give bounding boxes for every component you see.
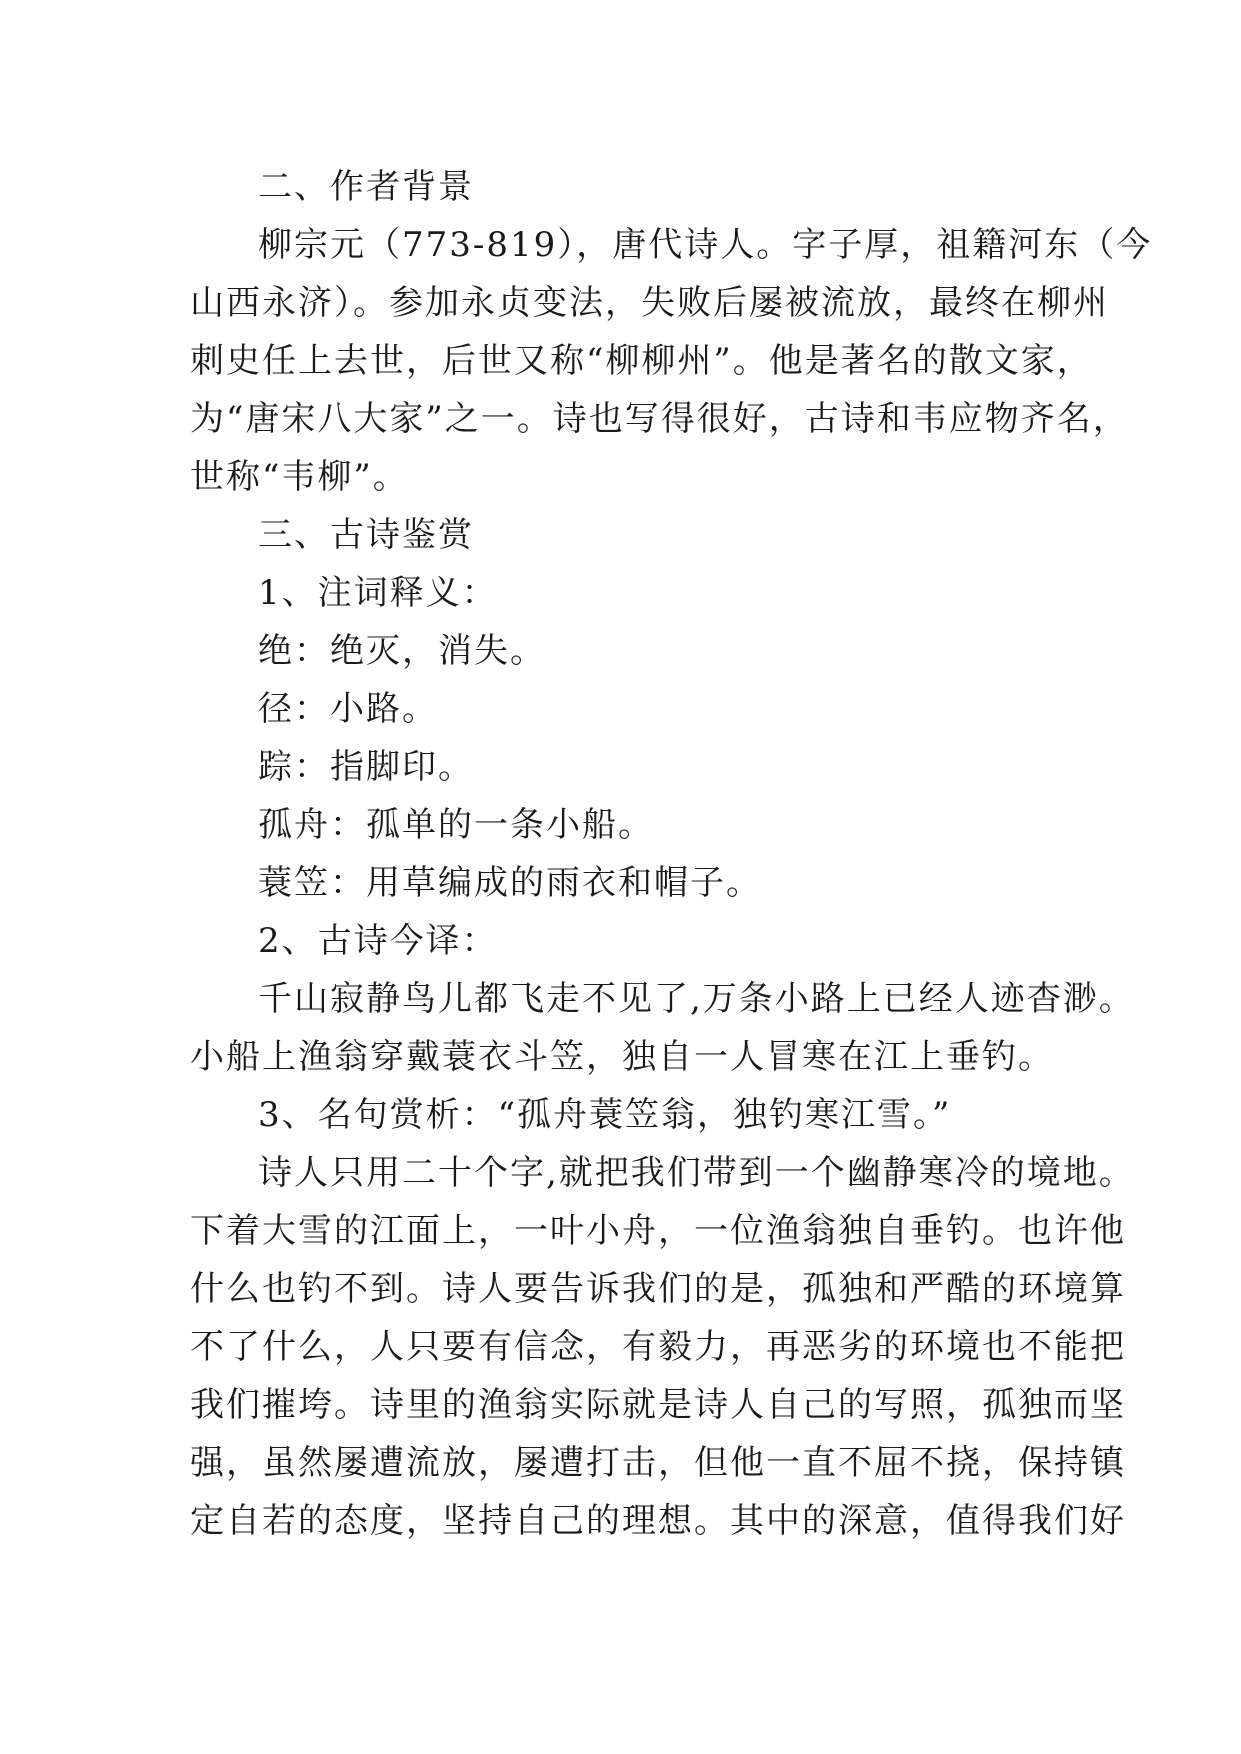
text-line: 什么也钓不到。诗人要告诉我们的是，孤独和严酷的环境算 <box>190 1269 1126 1309</box>
text-line: 定自若的态度，坚持自己的理想。其中的深意，值得我们好 <box>190 1501 1126 1541</box>
text-line: 不了什么，人只要有信念，有毅力，再恶劣的环境也不能把 <box>190 1327 1126 1367</box>
text-line: 3、名句赏析：“孤舟蓑笠翁，独钓寒江雪。” <box>258 1095 952 1135</box>
text-line: 千山寂静鸟儿都飞走不见了,万条小路上已经人迹杳渺。 <box>258 979 1135 1019</box>
text-line: 刺史任上去世，后世又称“柳柳州”。他是著名的散文家， <box>190 341 1093 381</box>
text-line: 绝：绝灭，消失。 <box>258 631 546 671</box>
text-line: 小船上渔翁穿戴蓑衣斗笠，独自一人冒寒在江上垂钓。 <box>190 1037 1054 1077</box>
text-line: 三、古诗鉴赏 <box>258 515 474 555</box>
text-line: 世称“韦柳”。 <box>190 457 409 497</box>
text-line: 1、注词释义： <box>258 573 498 613</box>
text-line: 下着大雪的江面上，一叶小舟，一位渔翁独自垂钓。也许他 <box>190 1211 1126 1251</box>
text-line: 柳宗元（773-819），唐代诗人。字子厚，祖籍河东（今 <box>258 225 1153 265</box>
text-line: 我们摧垮。诗里的渔翁实际就是诗人自己的写照，孤独而坚 <box>190 1385 1126 1425</box>
text-line: 径：小路。 <box>258 689 438 729</box>
text-line: 为“唐宋八大家”之一。诗也写得很好，古诗和韦应物齐名， <box>190 399 1129 439</box>
text-line: 诗人只用二十个字,就把我们带到一个幽静寒冷的境地。 <box>258 1153 1135 1193</box>
text-line: 二、作者背景 <box>258 167 474 207</box>
text-line: 强，虽然屡遭流放，屡遭打击，但他一直不屈不挠，保持镇 <box>190 1443 1126 1483</box>
text-line: 踪：指脚印。 <box>258 747 474 787</box>
text-line: 蓑笠：用草编成的雨衣和帽子。 <box>258 863 762 903</box>
document-body <box>190 158 1153 1550</box>
text-line: 山西永济）。参加永贞变法，失败后屡被流放，最终在柳州 <box>190 283 1109 323</box>
text-line: 孤舟：孤单的一条小船。 <box>258 805 654 845</box>
text-line: 2、古诗今译： <box>258 921 498 961</box>
